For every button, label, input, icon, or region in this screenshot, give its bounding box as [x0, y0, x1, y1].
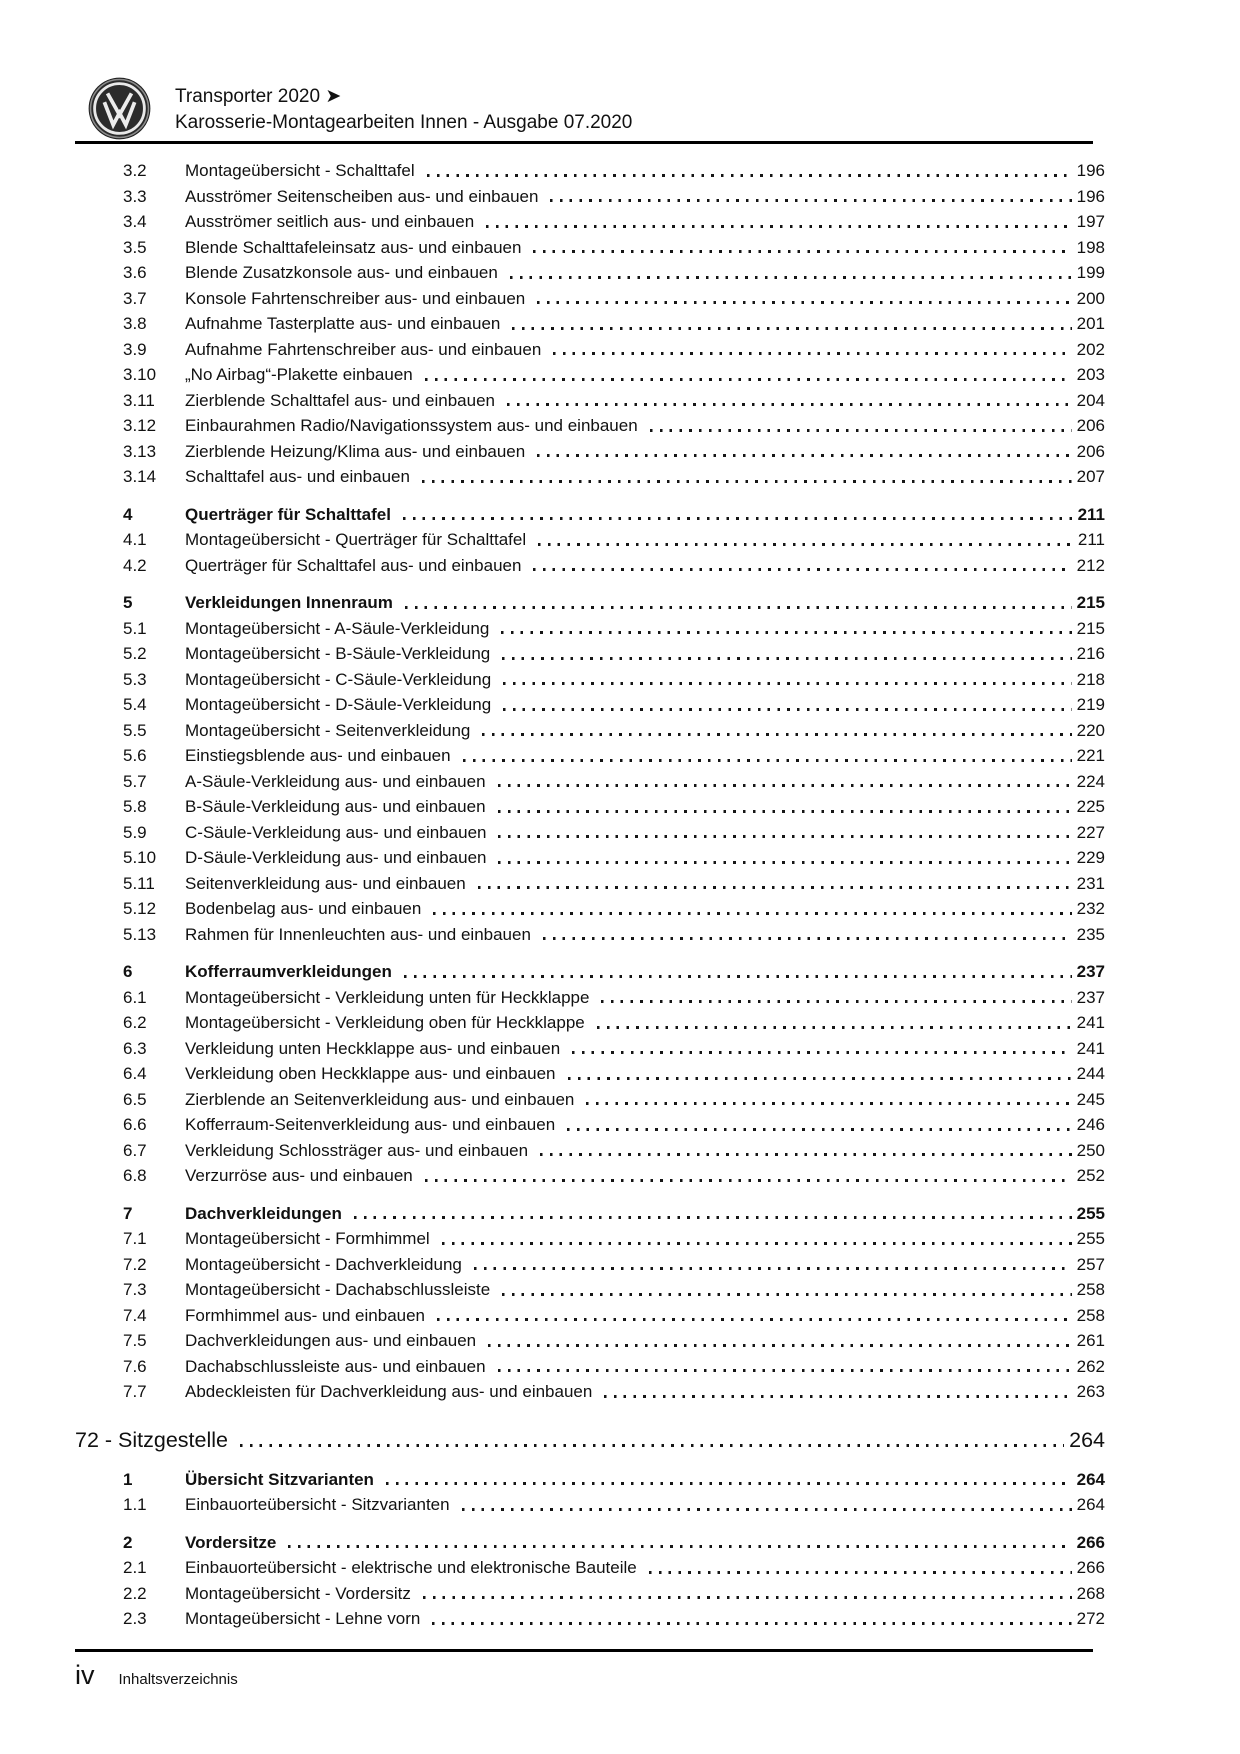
toc-row: [75, 985, 1105, 1011]
toc-row: [75, 235, 1105, 261]
dot-leader: [498, 784, 1072, 787]
toc-entry-page: 211: [1077, 504, 1105, 524]
toc-entry-number: 7.4: [123, 1305, 147, 1325]
toc-entry-title: Seitenverkleidung aus- und einbauen: [185, 873, 466, 893]
dot-leader: [503, 708, 1071, 711]
toc-row: [75, 871, 1105, 897]
dot-leader: [601, 1000, 1071, 1003]
toc-entry-title: Blende Zusatzkonsole aus- und einbauen: [185, 263, 498, 282]
toc-entry-title: Aufnahme Tasterplatte aus- und einbauen: [185, 314, 501, 333]
toc-entry-page: 258: [1076, 1280, 1105, 1299]
dot-leader: [432, 1622, 1071, 1625]
toc-entry-number: 7.3: [123, 1280, 147, 1299]
toc-entry-title: 72 - Sitzgestelle: [75, 1427, 228, 1452]
dot-leader: [478, 886, 1072, 889]
toc-row: [75, 337, 1105, 363]
toc-entry-page: 241: [1076, 1038, 1105, 1058]
dot-leader: [437, 1318, 1072, 1321]
toc-entry-number: 5.10: [123, 848, 157, 867]
toc-entry-page: 207: [1076, 467, 1105, 486]
toc-entry-title: Montageübersicht - Formhimmel: [185, 1229, 430, 1248]
toc-entry-number: 5.13: [123, 924, 157, 944]
toc-entry-number: 7.6: [123, 1356, 147, 1376]
toc-entry-number: 6.8: [123, 1166, 147, 1185]
toc-entry-number: 6.3: [123, 1038, 147, 1058]
dot-leader: [510, 276, 1072, 279]
dot-leader: [488, 1344, 1072, 1347]
dot-leader: [572, 1051, 1071, 1054]
toc-row: [75, 1226, 1105, 1252]
dot-leader: [503, 682, 1071, 685]
dot-leader: [512, 327, 1071, 330]
dot-leader: [537, 301, 1071, 304]
dot-leader: [486, 225, 1071, 228]
toc-entry-number: 5.3: [123, 669, 147, 689]
toc-row: [75, 1112, 1105, 1138]
toc-entry-page: 200: [1076, 288, 1105, 308]
toc-row: [75, 845, 1105, 871]
toc-row: [75, 413, 1105, 439]
toc-row: [75, 1163, 1105, 1189]
toc-entry-number: 3.3: [123, 186, 147, 206]
toc-entry-page: 261: [1076, 1331, 1105, 1350]
toc-entry-title: Verzurröse aus- und einbauen: [185, 1166, 413, 1185]
toc-entry-page: 255: [1076, 1229, 1105, 1248]
toc-row: [75, 667, 1105, 693]
page-footer: [75, 1649, 1093, 1689]
dot-leader: [550, 199, 1071, 202]
toc-entry-number: 3.14: [123, 467, 157, 486]
toc-entry-page: 215: [1076, 593, 1105, 612]
toc-row: [75, 718, 1105, 744]
toc-entry-page: 229: [1076, 848, 1105, 867]
toc-entry-number: 6.2: [123, 1013, 147, 1032]
toc-entry-page: 224: [1076, 771, 1105, 791]
toc-row: [75, 1328, 1105, 1354]
toc-entry-title: Dachverkleidungen aus- und einbauen: [185, 1331, 477, 1350]
toc-entry-number: 1.1: [123, 1495, 147, 1514]
dot-leader: [498, 810, 1072, 813]
toc-entry-page: 246: [1076, 1115, 1105, 1134]
toc-entry-page: 206: [1076, 416, 1105, 435]
toc-entry-page: 206: [1076, 441, 1105, 461]
toc-row: [75, 1606, 1105, 1632]
toc-row: [75, 553, 1105, 579]
toc-entry-page: 215: [1076, 618, 1105, 638]
toc-chapter-row: [75, 1425, 1105, 1455]
toc-entry-page: 237: [1076, 987, 1105, 1007]
toc-entry-title: Verkleidung unten Heckklappe aus- und einbauen: [185, 1038, 561, 1058]
toc-row: [75, 1010, 1105, 1036]
toc-entry-title: Ausströmer Seitenscheiben aus- und einbauen: [185, 186, 539, 206]
toc-entry-title: Aufnahme Fahrtenschreiber aus- und einbauen: [185, 339, 542, 359]
vw-logo-icon: [88, 77, 151, 140]
toc-entry-title: Dachabschlussleiste aus- und einbauen: [185, 1356, 486, 1376]
dot-leader: [463, 759, 1072, 762]
dot-leader: [650, 429, 1072, 432]
dot-leader: [567, 1128, 1071, 1131]
toc-row: [75, 794, 1105, 820]
toc-entry-page: 201: [1076, 314, 1105, 333]
dot-leader: [423, 1596, 1072, 1599]
toc-row: [75, 209, 1105, 235]
toc-row: [75, 1036, 1105, 1062]
dot-leader: [507, 403, 1072, 406]
toc-entry-page: 225: [1076, 797, 1105, 816]
toc-entry-number: 3.12: [123, 416, 157, 435]
dot-leader: [498, 1369, 1072, 1372]
toc-row: [75, 743, 1105, 769]
toc-entry-page: 237: [1076, 962, 1105, 981]
toc-entry-title: Einbauorteübersicht - elektrische und elektronische Bauteile: [185, 1558, 637, 1577]
toc-row: [75, 1467, 1105, 1493]
toc-entry-number: 6.6: [123, 1115, 147, 1134]
toc-entry-number: 6.5: [123, 1089, 147, 1109]
dot-leader: [498, 835, 1071, 838]
dot-leader: [405, 606, 1072, 609]
toc-entry-number: 5.11: [123, 873, 155, 893]
dot-leader: [474, 1267, 1072, 1270]
toc-entry-page: 255: [1076, 1203, 1105, 1223]
toc-entry-number: 4: [123, 504, 133, 524]
header-subtitle-line: Karosserie-Montagearbeiten Innen - Ausgabe 07.2020: [175, 112, 633, 133]
toc-row: [75, 311, 1105, 337]
toc-entry-number: 6.4: [123, 1064, 147, 1083]
toc-entry-number: 3.6: [123, 263, 147, 282]
toc-entry-number: 7.7: [123, 1382, 147, 1401]
toc-entry-title: Formhimmel aus- und einbauen: [185, 1305, 426, 1325]
toc-entry-number: 3.2: [123, 161, 147, 180]
toc-entry-page: 241: [1076, 1013, 1105, 1032]
toc-entry-title: „No Airbag“-Plakette einbauen: [185, 365, 413, 384]
dot-leader: [422, 480, 1072, 483]
toc-entry-number: 2.3: [123, 1609, 147, 1628]
toc-entry-title: Bodenbelag aus- und einbauen: [185, 899, 422, 918]
toc-entry-number: 5.6: [123, 746, 147, 765]
toc-entry-title: Zierblende Heizung/Klima aus- und einbauen: [185, 441, 526, 461]
toc-entry-title: Rahmen für Innenleuchten aus- und einbauen: [185, 924, 531, 944]
toc-row: [75, 922, 1105, 948]
toc-entry-page: 204: [1076, 390, 1105, 410]
toc-entry-number: 5.1: [123, 618, 147, 638]
toc-entry-title: Kofferraum-Seitenverkleidung aus- und einbauen: [185, 1115, 556, 1134]
toc-row: [75, 692, 1105, 718]
toc-entry-page: 216: [1076, 644, 1105, 663]
dot-leader: [604, 1395, 1071, 1398]
toc-entry-title: Montageübersicht - B-Säule-Verkleidung: [185, 644, 491, 663]
toc-entry-title: Konsole Fahrtenschreiber aus- und einbauen: [185, 288, 526, 308]
toc-row: [75, 388, 1105, 414]
dot-leader: [386, 1482, 1072, 1485]
toc-entry-page: 196: [1076, 186, 1105, 206]
dot-leader: [540, 1153, 1072, 1156]
toc-entry-title: Ausströmer seitlich aus- und einbauen: [185, 212, 475, 231]
toc-entry-number: 2.2: [123, 1583, 147, 1603]
toc-entry-page: 258: [1076, 1305, 1105, 1325]
toc-entry-page: 262: [1076, 1356, 1105, 1376]
dot-leader: [482, 733, 1071, 736]
dot-leader: [597, 1026, 1072, 1029]
toc-entry-title: Einstiegsblende aus- und einbauen: [185, 746, 451, 765]
toc-entry-title: Kofferraumverkleidungen: [185, 962, 392, 981]
dot-leader: [649, 1571, 1072, 1574]
toc-entry-page: 231: [1076, 873, 1105, 893]
toc-row: [75, 641, 1105, 667]
toc-entry-page: 197: [1076, 212, 1105, 231]
toc-entry-page: 235: [1076, 924, 1105, 944]
toc-entry-title: Montageübersicht - Vordersitz: [185, 1583, 411, 1603]
toc-row: [75, 1492, 1105, 1518]
toc-entry-title: D-Säule-Verkleidung aus- und einbauen: [185, 848, 487, 867]
toc-row: [75, 1555, 1105, 1581]
dot-leader: [442, 1242, 1072, 1245]
dot-leader: [354, 1216, 1072, 1219]
toc-entry-number: 5.8: [123, 797, 147, 816]
toc-entry-page: 266: [1076, 1532, 1105, 1552]
toc-row: [75, 1201, 1105, 1227]
toc-row: [75, 769, 1105, 795]
toc-entry-number: 3.10: [123, 365, 157, 384]
toc-entry-number: 6.7: [123, 1140, 147, 1160]
toc-entry-page: 220: [1076, 720, 1105, 740]
toc-entry-number: 2.1: [123, 1558, 147, 1577]
toc-row: [75, 959, 1105, 985]
toc-entry-number: 5.5: [123, 720, 147, 740]
toc-entry-number: 6.1: [123, 987, 147, 1007]
toc-entry-number: 4.1: [123, 530, 147, 549]
toc-row: [75, 1061, 1105, 1087]
dot-leader: [462, 1508, 1072, 1511]
toc-entry-page: 212: [1076, 555, 1105, 575]
toc-entry-number: 5.4: [123, 695, 147, 714]
toc-entry-title: A-Säule-Verkleidung aus- und einbauen: [185, 771, 486, 791]
toc-entry-page: 227: [1076, 822, 1105, 842]
dot-leader: [502, 1293, 1071, 1296]
toc-entry-title: Montageübersicht - C-Säule-Verkleidung: [185, 669, 492, 689]
toc-row: [75, 820, 1105, 846]
toc-entry-number: 7.2: [123, 1254, 147, 1274]
toc-entry-title: Montageübersicht - Verkleidung oben für Heckklappe: [185, 1013, 585, 1032]
toc-entry-page: 199: [1076, 263, 1105, 282]
dot-leader: [533, 250, 1071, 253]
toc-entry-title: Montageübersicht - A-Säule-Verkleidung: [185, 618, 490, 638]
toc-row: [75, 502, 1105, 528]
toc-entry-number: 5.2: [123, 644, 147, 663]
dot-leader: [498, 861, 1071, 864]
dot-leader: [433, 912, 1071, 915]
toc-entry-title: Einbaurahmen Radio/Navigationssystem aus- und einbauen: [185, 416, 638, 435]
dot-leader: [425, 378, 1072, 381]
toc-entry-title: Schalttafel aus- und einbauen: [185, 467, 410, 486]
dot-leader: [501, 631, 1071, 634]
dot-leader: [538, 543, 1073, 546]
toc-row: [75, 1581, 1105, 1607]
toc-entry-number: 5.9: [123, 822, 147, 842]
toc-entry-number: 5.7: [123, 771, 147, 791]
toc-entry-title: Dachverkleidungen: [185, 1203, 342, 1223]
toc-row: [75, 896, 1105, 922]
toc-entry-number: 7.5: [123, 1331, 147, 1350]
toc-entry-title: C-Säule-Verkleidung aus- und einbauen: [185, 822, 487, 842]
toc-entry-page: 264: [1069, 1427, 1105, 1452]
toc-entry-page: 245: [1076, 1089, 1105, 1109]
toc-entry-number: 6: [123, 962, 133, 981]
toc-row: [75, 616, 1105, 642]
toc-row: [75, 1087, 1105, 1113]
toc-entry-page: 196: [1076, 161, 1105, 180]
header-text-block: [175, 76, 1093, 136]
toc-row: [75, 439, 1105, 465]
dot-leader: [240, 1444, 1064, 1447]
toc-entry-title: Montageübersicht - Verkleidung unten für Heckklappe: [185, 987, 590, 1007]
toc-entry-title: Montageübersicht - Lehne vorn: [185, 1609, 421, 1628]
toc-entry-number: 4.2: [123, 555, 147, 575]
dot-leader: [537, 454, 1071, 457]
toc-entry-page: 266: [1076, 1558, 1105, 1577]
footer-section-label: Inhaltsverzeichnis: [118, 1671, 238, 1688]
toc-entry-page: 211: [1077, 530, 1105, 549]
dot-leader: [427, 174, 1072, 177]
dot-leader: [533, 568, 1071, 571]
toc-row: [75, 464, 1105, 490]
toc-entry-number: 3.13: [123, 441, 157, 461]
toc-entry-title: Montageübersicht - Querträger für Schalttafel: [185, 530, 527, 549]
toc-entry-title: Montageübersicht - D-Säule-Verkleidung: [185, 695, 492, 714]
toc-entry-title: B-Säule-Verkleidung aus- und einbauen: [185, 797, 486, 816]
page-header: [75, 76, 1093, 136]
toc-entry-page: 250: [1076, 1140, 1105, 1160]
toc-entry-number: 5.12: [123, 899, 157, 918]
toc-row: [75, 1354, 1105, 1380]
toc-entry-page: 244: [1076, 1064, 1105, 1083]
toc-entry-title: Montageübersicht - Dachverkleidung: [185, 1254, 462, 1274]
toc-entry-number: 3.4: [123, 212, 147, 231]
toc-entry-number: 7: [123, 1203, 133, 1223]
toc-row: [75, 1303, 1105, 1329]
toc-row: [75, 527, 1105, 553]
toc-entry-number: 2: [123, 1532, 133, 1552]
toc-entry-number: 3.5: [123, 237, 147, 257]
toc-entry-title: Verkleidung oben Heckklappe aus- und einbauen: [185, 1064, 556, 1083]
toc-entry-title: Abdeckleisten für Dachverkleidung aus- und einbauen: [185, 1382, 593, 1401]
dot-leader: [553, 352, 1071, 355]
toc-entry-title: Verkleidung Schlossträger aus- und einbauen: [185, 1140, 529, 1160]
toc-row: [75, 590, 1105, 616]
toc-entry-page: 272: [1076, 1609, 1105, 1628]
toc-row: [75, 1138, 1105, 1164]
toc-row: [75, 1277, 1105, 1303]
toc-entry-page: 264: [1076, 1469, 1105, 1489]
toc-entry-page: 218: [1076, 669, 1105, 689]
toc-entry-page: 221: [1076, 746, 1105, 765]
header-model-line: Transporter 2020 ➤: [175, 86, 342, 107]
toc-entry-page: 202: [1076, 339, 1105, 359]
dot-leader: [425, 1179, 1072, 1182]
toc-entry-title: Montageübersicht - Dachabschlussleiste: [185, 1280, 491, 1299]
toc-entry-number: 3.7: [123, 288, 147, 308]
toc-entry-title: Querträger für Schalttafel aus- und einbauen: [185, 555, 522, 575]
toc-entry-number: 7.1: [123, 1229, 147, 1248]
toc-row: [75, 1379, 1105, 1405]
toc-entry-page: 257: [1076, 1254, 1105, 1274]
toc-entry-title: Querträger für Schalttafel: [185, 504, 391, 524]
dot-leader: [403, 517, 1073, 520]
toc-entry-page: 203: [1076, 365, 1105, 384]
table-of-contents: [75, 158, 1105, 1632]
toc-entry-title: Verkleidungen Innenraum: [185, 593, 393, 612]
toc-row: [75, 286, 1105, 312]
dot-leader: [288, 1545, 1071, 1548]
toc-entry-page: 263: [1076, 1382, 1105, 1401]
toc-entry-title: Montageübersicht - Schalttafel: [185, 161, 415, 180]
dot-leader: [568, 1077, 1072, 1080]
toc-row: [75, 1530, 1105, 1556]
toc-entry-title: Montageübersicht - Seitenverkleidung: [185, 720, 471, 740]
toc-row: [75, 1252, 1105, 1278]
toc-entry-title: Vordersitze: [185, 1532, 277, 1552]
toc-entry-page: 252: [1076, 1166, 1105, 1185]
dot-leader: [586, 1102, 1071, 1105]
toc-entry-title: Zierblende Schalttafel aus- und einbauen: [185, 390, 495, 410]
toc-entry-page: 219: [1076, 695, 1105, 714]
dot-leader: [502, 657, 1071, 660]
dot-leader: [543, 937, 1072, 940]
toc-entry-number: 3.8: [123, 314, 147, 333]
toc-entry-page: 268: [1076, 1583, 1105, 1603]
toc-row: [75, 260, 1105, 286]
toc-row: [75, 158, 1105, 184]
toc-entry-page: 264: [1076, 1495, 1105, 1514]
toc-entry-number: 3.9: [123, 339, 147, 359]
toc-entry-title: Blende Schalttafeleinsatz aus- und einbauen: [185, 237, 522, 257]
toc-entry-page: 232: [1076, 899, 1105, 918]
toc-entry-page: 198: [1076, 237, 1105, 257]
toc-entry-number: 5: [123, 593, 133, 612]
toc-entry-title: Zierblende an Seitenverkleidung aus- und einbauen: [185, 1089, 575, 1109]
footer-page-number: iv: [75, 1660, 95, 1690]
toc-entry-number: 1: [123, 1469, 133, 1489]
header-rule: [75, 141, 1093, 144]
toc-entry-number: 3.11: [123, 390, 155, 410]
toc-row: [75, 184, 1105, 210]
toc-entry-title: Einbauorteübersicht - Sitzvarianten: [185, 1495, 450, 1514]
toc-row: [75, 362, 1105, 388]
dot-leader: [404, 975, 1072, 978]
toc-entry-title: Übersicht Sitzvarianten: [185, 1469, 374, 1489]
